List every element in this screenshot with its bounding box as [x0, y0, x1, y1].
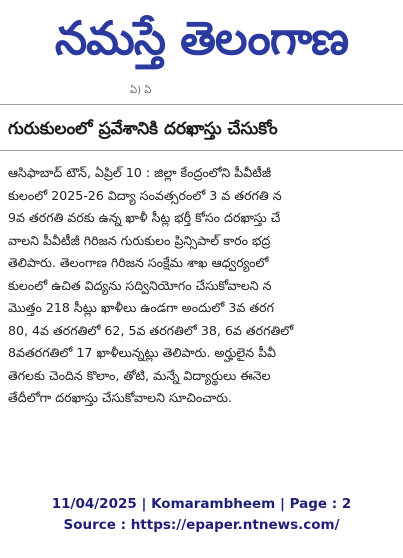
body-line: తేదీలోగా దరఖాస్తు చేసుకోవాలని సూచించారు. — [8, 390, 232, 405]
footer-date-edition: 11/04/2025 | Komarambheem | Page : 2 — [51, 496, 352, 512]
source-footer — [0, 494, 403, 536]
article-body — [8, 162, 403, 410]
body-line: 9వ తరగతి వరకు ఉన్న ఖాళీ సీట్ల భర్తీ కోసం దరఖాస్తు చే — [8, 210, 281, 225]
footer-source-link[interactable]: Source : https://epaper.ntnews.com/ — [63, 517, 340, 533]
body-line: తెగలకు చెందిన కొలాం, తోటి, మన్నే విద్యార్థులు ఈనెల — [8, 367, 271, 383]
body-line: 8వతరగతిలో 17 ఖాళీలున్నట్లు తెలిపారు. అర్హులైన పీవీ — [8, 345, 276, 360]
body-line: 80, 4వ తరగతిలో 62, 5వ తరగతిలో 38, 6వ తరగతిలో — [8, 322, 294, 338]
article-headline: గురుకులంలో ప్రవేశానికి దరఖాస్తు చేసుకోం — [8, 119, 278, 139]
body-line: ఆసిఫాబాద్ టౌన్, ఏప్రిల్ 10 : జిల్లా కేంద్రంలోని పీవీటీజీ — [8, 165, 272, 180]
headline-bottom-rule — [0, 150, 403, 151]
body-line: వాలని పీవీటీజీ గిరిజన గురుకులం ప్రిన్సిపాల్ కారం భద్ర — [8, 232, 271, 248]
body-line: కులంలో ఉచిత విద్యను సద్వినియోగం చేసుకోవాలని న — [8, 277, 272, 293]
body-line: కులంలో 2025-26 విద్యా సంవత్సరంలో 3 వ తరగతి న — [8, 187, 282, 203]
cropped-text-fragment: ఏ) ఏ — [130, 85, 152, 96]
newspaper-masthead — [0, 0, 403, 80]
body-line: మొత్తం 218 సీట్లు ఖాళీలు ఉండగా అందులో 3వ తరగ — [8, 300, 274, 315]
headline-top-rule — [0, 104, 403, 105]
masthead-title: నమస్తే తెలంగాణ — [54, 11, 349, 65]
body-line: తెలిపారు. తెలంగాణ గిరిజన సంక్షేమ శాఖ ఆధ్వర్యంలో — [8, 255, 269, 270]
